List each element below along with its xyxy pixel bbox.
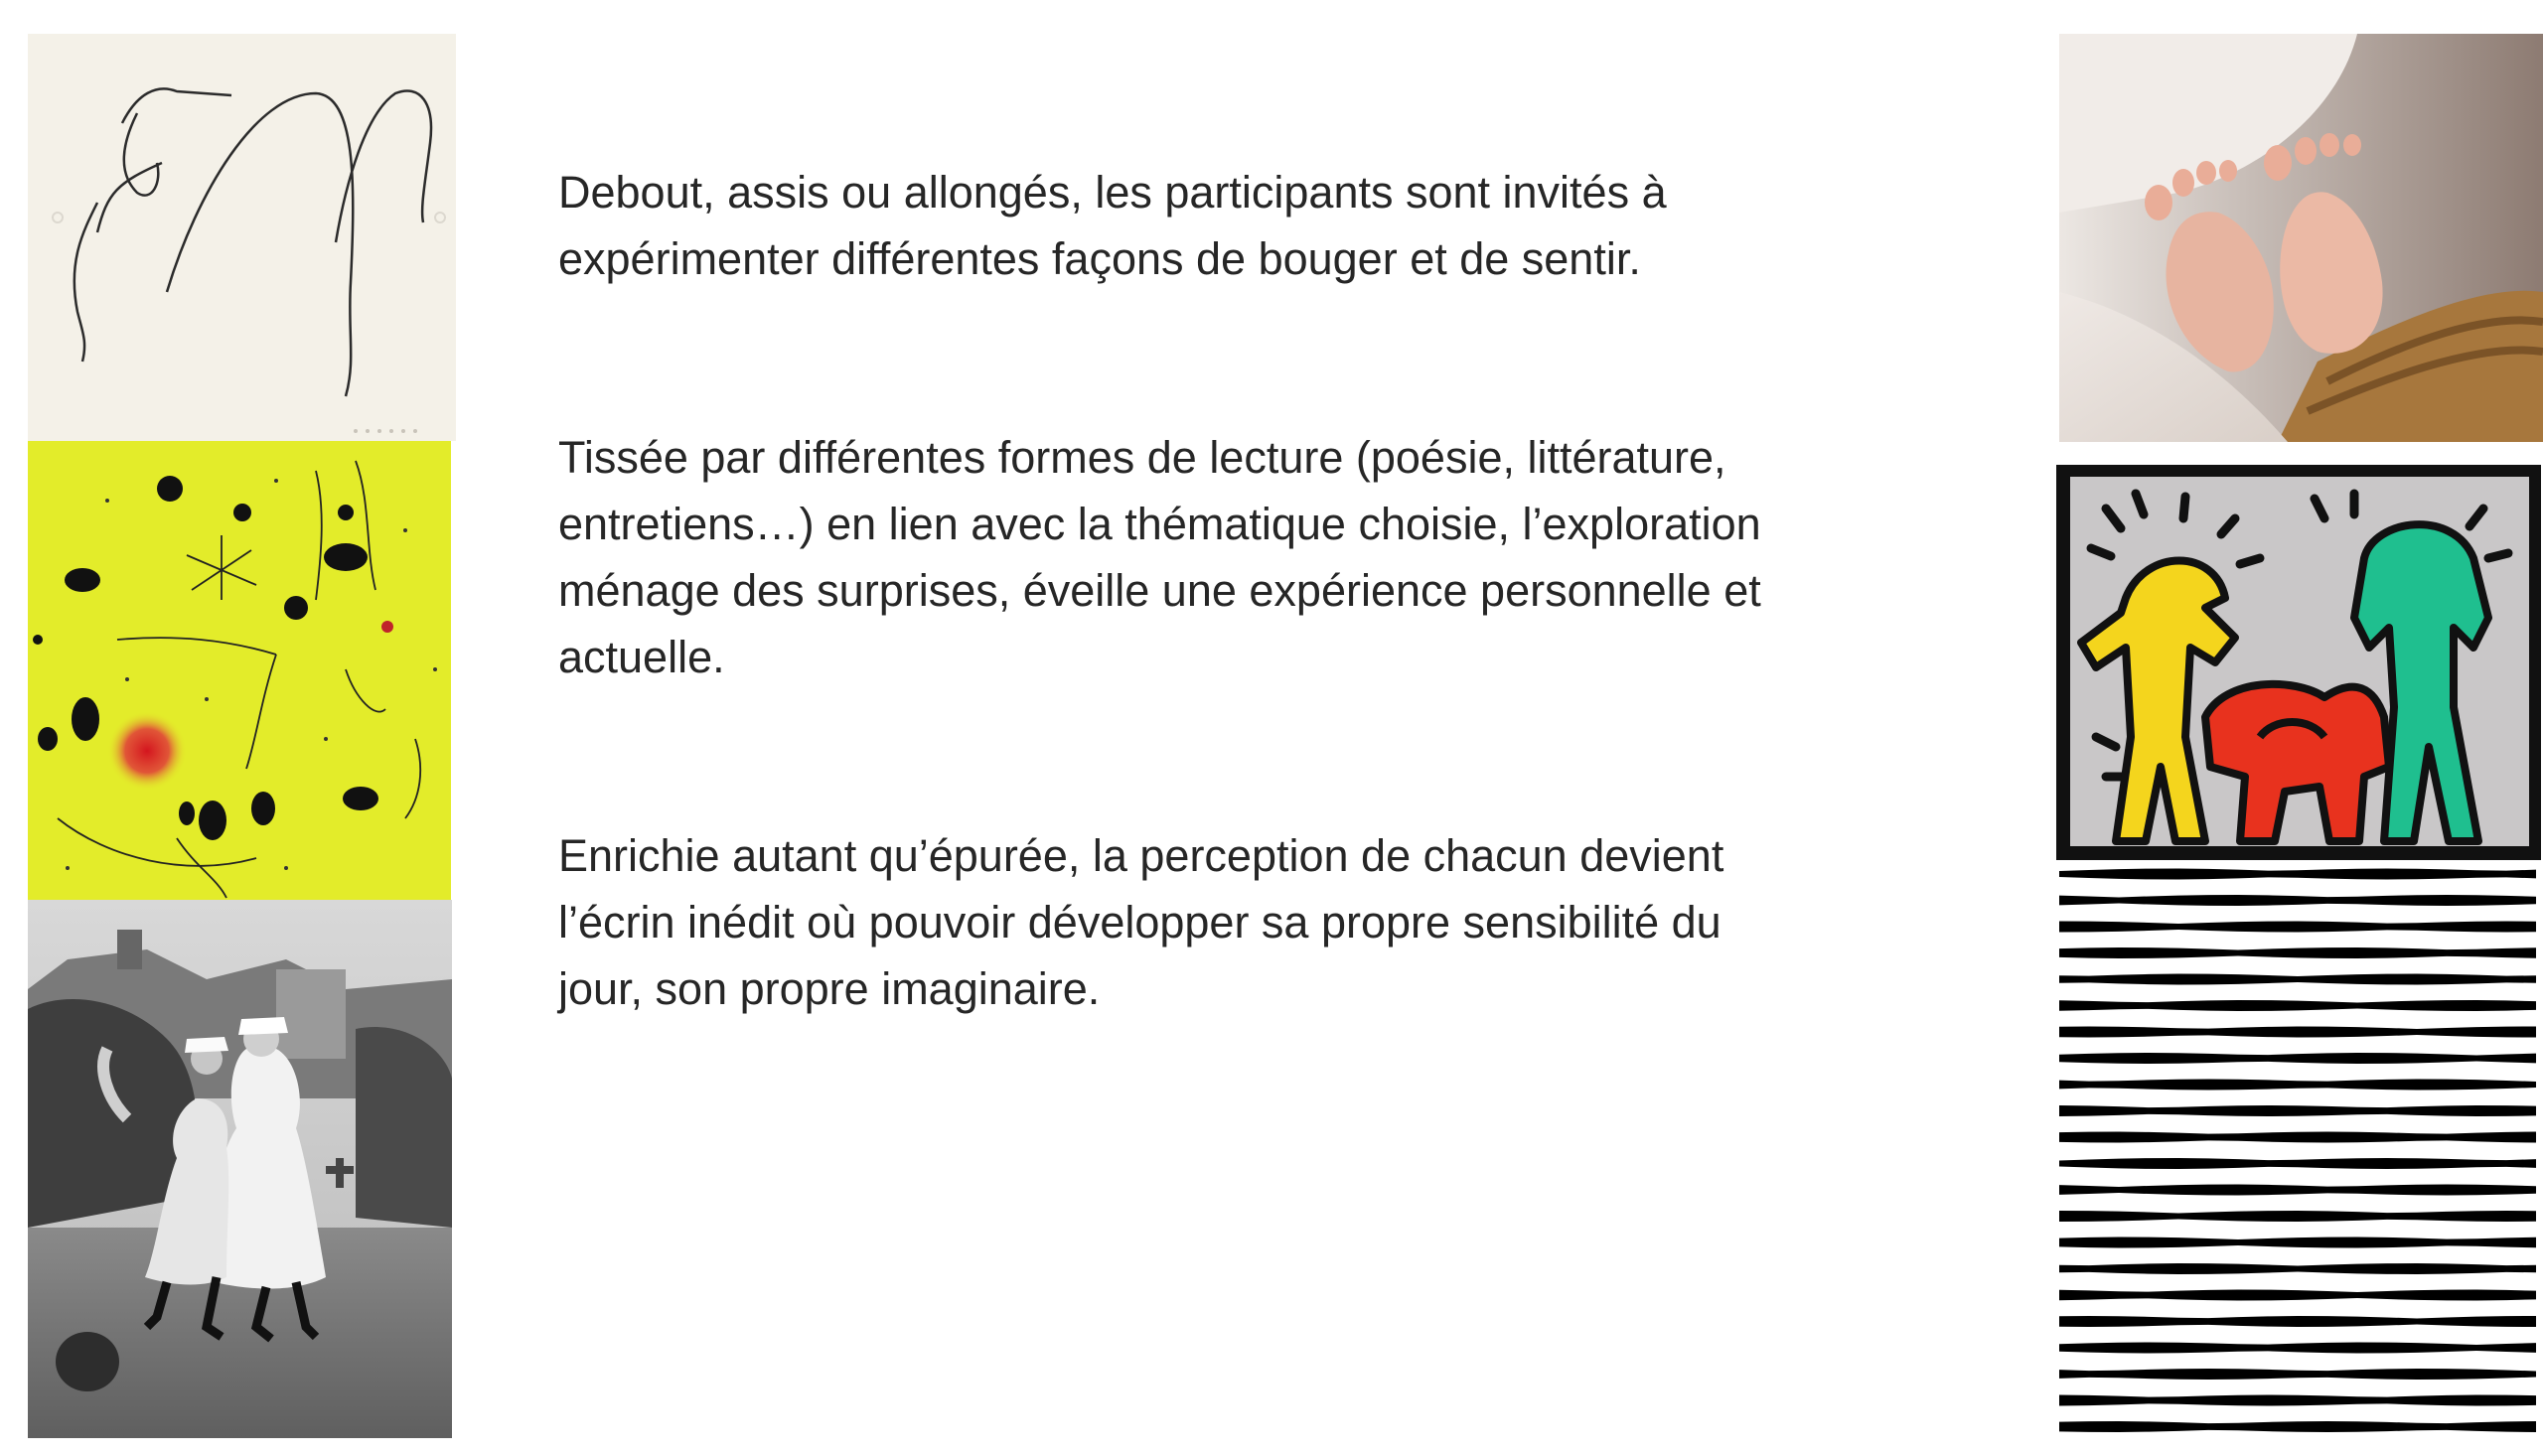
yellow-abstract-painting-image (28, 441, 451, 900)
paragraph-participants: Debout, assis ou allongés, les participants sont invités à expérimenter différentes façons de bouger et de sentir. (558, 167, 1667, 284)
stripe (2059, 1421, 2536, 1432)
stripe (2059, 1395, 2536, 1406)
line-drawing-image (28, 34, 456, 441)
stripe (2059, 1105, 2536, 1116)
nurses-football-photo (28, 900, 452, 1438)
stripe (2059, 922, 2536, 933)
stripe (2059, 1316, 2536, 1327)
paragraph-perception: Enrichie autant qu’épurée, la perception de chacun devient l’écrin inédit où pouvoir développer sa propre sensibilité du jour, son propre imaginaire. (558, 830, 1724, 1014)
black-white-stripes-image (2059, 866, 2543, 1443)
baby-feet-photo (2059, 34, 2543, 442)
pop-art-three-figures-image (2036, 449, 2543, 864)
body-text (558, 159, 1949, 1022)
stripe (2059, 1132, 2536, 1143)
paragraph-lecture: Tissée par différentes formes de lecture (poésie, littérature, entretiens…) en lien avec la thématique choisie, l’exploration ménage des surprises, éveille une expérience personnelle et actuelle. (558, 432, 1761, 682)
stripe (2059, 1027, 2536, 1038)
stripe (2059, 1211, 2536, 1222)
